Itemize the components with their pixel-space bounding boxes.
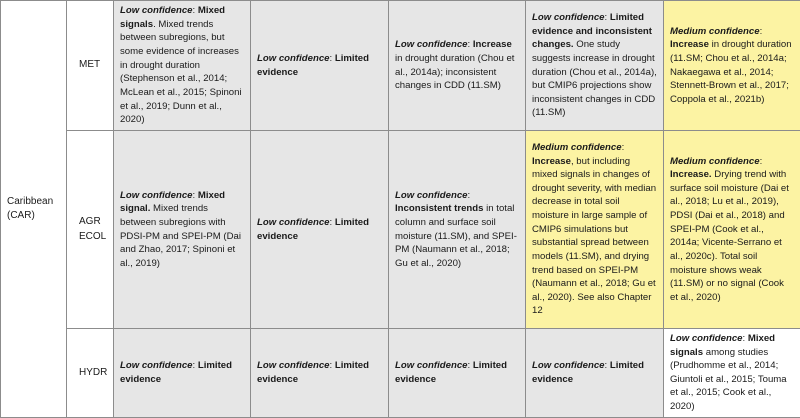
finding-summary: Mixed signals	[120, 5, 225, 30]
confidence-level: Low confidence	[257, 53, 330, 64]
confidence-level: Low confidence	[532, 12, 605, 23]
assessment-cell	[251, 329, 389, 418]
finding-summary: Increase	[670, 39, 709, 50]
table-row	[1, 329, 800, 418]
finding-summary: Limited evidence	[532, 360, 644, 385]
finding-detail: Mixed trends between subregions with PDSI-PM and SPEI-PM (Dai and Zhao, 2017; Spinoni et al., 2019)	[120, 203, 241, 268]
separator: :	[622, 142, 625, 153]
finding-detail: , but including mixed signals in changes of drought severity, with median decrease in total soil moisture in large sample of CMIP6 simulations but substantial spread between models (11.SM), and drying trend based on SPEI-PM (Naumann et al., 2018; Gu et al., 2020). See also Chapter 12	[532, 156, 656, 317]
separator: :	[760, 156, 763, 167]
assessment-cell	[526, 131, 664, 329]
separator: :	[193, 5, 198, 16]
assessment-cell	[114, 131, 251, 329]
separator: :	[743, 333, 748, 344]
finding-summary: Limited evidence	[257, 360, 369, 385]
confidence-level: Low confidence	[395, 39, 468, 50]
region-code: (CAR)	[7, 210, 35, 221]
confidence-level: Low confidence	[670, 333, 743, 344]
confidence-level: Medium confidence	[670, 156, 760, 167]
assessment-cell	[526, 329, 664, 418]
finding-summary: Increase	[473, 39, 512, 50]
finding-detail: One study suggests increase in drought duration (Chou et al., 2014a), but CMIP6 projections show inconsistent changes in CDD (11.SM)	[532, 39, 657, 118]
drought-type-cell	[67, 1, 114, 131]
drought-type-label: HYDR	[79, 367, 107, 378]
drought-type-cell	[67, 131, 114, 329]
finding-summary: Limited evidence	[120, 360, 232, 385]
assessment-cell	[251, 1, 389, 131]
confidence-level: Low confidence	[532, 360, 605, 371]
confidence-level: Medium confidence	[670, 26, 760, 37]
table-row	[1, 1, 800, 131]
assessment-cell	[251, 131, 389, 329]
finding-summary: Limited evidence	[257, 217, 369, 242]
region-name: Caribbean	[7, 196, 53, 207]
finding-summary: Limited evidence and inconsistent changes.	[532, 12, 652, 50]
confidence-level: Low confidence	[120, 190, 193, 201]
confidence-level: Low confidence	[395, 190, 468, 201]
drought-type-label: MET	[79, 59, 100, 70]
drought-type-label: ECOL	[79, 231, 106, 242]
finding-summary: Limited evidence	[395, 360, 507, 385]
finding-detail: among studies (Prudhomme et al., 2014; Giuntoli et al., 2015; Touma et al., 2015; Cook et al., 2020)	[670, 347, 787, 412]
table-row	[1, 131, 800, 329]
assessment-cell	[389, 1, 526, 131]
assessment-cell	[114, 1, 251, 131]
finding-summary: Increase	[532, 156, 571, 167]
confidence-level: Low confidence	[120, 5, 193, 16]
confidence-level: Low confidence	[257, 217, 330, 228]
finding-summary: Mixed signals	[670, 333, 775, 358]
drought-type-cell	[67, 329, 114, 418]
separator: :	[193, 190, 198, 201]
assessment-cell	[664, 131, 800, 329]
separator: :	[330, 217, 335, 228]
separator: :	[468, 39, 473, 50]
confidence-level: Low confidence	[395, 360, 468, 371]
separator: :	[330, 53, 335, 64]
assessment-cell	[389, 131, 526, 329]
assessment-cell	[664, 329, 800, 418]
finding-detail: in drought duration (11.SM; Chou et al., 2014a; Nakaegawa et al., 2014; Stennett-Brown et al., 2017; Coppola et al., 2021b)	[670, 39, 792, 104]
assessment-cell	[114, 329, 251, 418]
finding-detail: Drying trend with surface soil moisture (Dai et al., 2018; Lu et al., 2019), PDSI (Dai et al., 2018) and SPEI-PM (Cook et al., 2014a; Vicente-Serrano et al., 2020c). Total soil moisture shows weak (11.SM) or no signal (Cook et al., 2020)	[670, 169, 789, 302]
region-cell	[1, 1, 67, 418]
assessment-cell	[389, 329, 526, 418]
confidence-level: Low confidence	[120, 360, 193, 371]
finding-summary: Increase.	[670, 169, 712, 180]
separator: :	[760, 26, 763, 37]
assessment-cell	[526, 1, 664, 131]
confidence-level: Medium confidence	[532, 142, 622, 153]
confidence-level: Low confidence	[257, 360, 330, 371]
finding-summary: Limited evidence	[257, 53, 369, 78]
finding-summary: Mixed signal.	[120, 190, 225, 215]
separator: :	[468, 190, 471, 201]
assessment-cell	[664, 1, 800, 131]
separator: :	[330, 360, 335, 371]
separator: :	[605, 360, 610, 371]
finding-detail: . Mixed trends between subregions, but some evidence of increases in drought duration (Stephenson et al., 2014; McLean et al., 2015; Spinoni et al., 2019; Dunn et al., 2020)	[120, 19, 242, 125]
finding-detail: in drought duration (Chou et al., 2014a); inconsistent changes in CDD (11.SM)	[395, 53, 514, 91]
finding-summary: Inconsistent trends	[395, 203, 484, 214]
drought-type-label: AGR	[79, 216, 101, 227]
separator: :	[468, 360, 473, 371]
finding-detail: in total column and surface soil moisture (11.SM), and SPEI-PM (Naumann et al., 2018; Gu et al., 2020)	[395, 203, 517, 268]
separator: :	[193, 360, 198, 371]
separator: :	[605, 12, 610, 23]
